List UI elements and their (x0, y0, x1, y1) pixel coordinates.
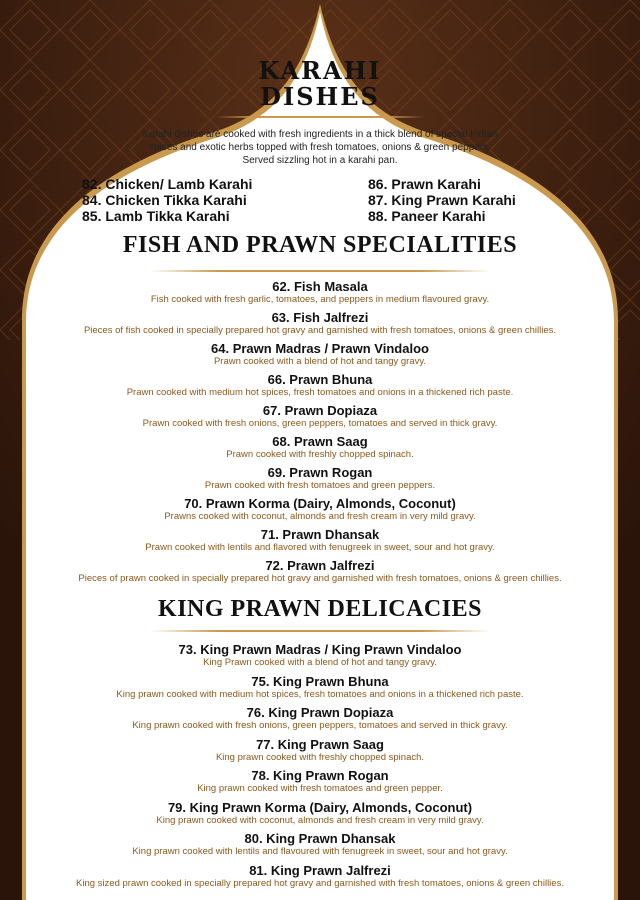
dish-name: 66. Prawn Bhuna (267, 372, 373, 387)
karahi-item: 87. King Prawn Karahi (368, 192, 516, 208)
menu-item (0, 558, 640, 589)
dish-name: 77. King Prawn Saag (256, 736, 384, 752)
dish-description: Pieces of prawn cooked in specially prepared hot gravy and garnished with fresh tomatoes, onions & green chillies. (78, 573, 562, 584)
dish-description: Pieces of fish cooked in specially prepared hot gravy and garnished with fresh tomatoes, onions & green chillies. (83, 325, 557, 336)
fish-prawn-list (0, 279, 640, 589)
karahi-left-list (82, 176, 322, 224)
menu-item (0, 768, 640, 800)
king-prawn-section-title: KING PRAWN DELICACIES (158, 596, 482, 622)
dish-name: 64. Prawn Madras / Prawn Vindaloo (211, 341, 429, 356)
menu-item (0, 341, 640, 372)
dish-description: Prawn cooked with fresh onions, green peppers, tomatoes and served in thick gravy. (142, 418, 498, 429)
dish-description: King Prawn cooked with a blend of hot and tangy gravy. (203, 657, 437, 668)
dish-description: King prawn cooked with medium hot spices, fresh tomatoes and onions in a thickened rich paste. (116, 688, 524, 700)
menu-item (0, 800, 640, 832)
menu-item (0, 527, 640, 558)
dish-name: 75. King Prawn Bhuna (251, 673, 389, 689)
karahi-title-line1: KARAHI (258, 56, 382, 85)
karahi-item: 88. Paneer Karahi (368, 208, 486, 224)
menu-item (0, 674, 640, 706)
menu-item (0, 642, 640, 674)
karahi-title-line2: DISHES (260, 82, 380, 111)
menu-item (0, 279, 640, 310)
dish-name: 63. Fish Jalfrezi (271, 310, 369, 325)
dish-name: 67. Prawn Dopiaza (262, 403, 378, 418)
dish-description: Prawn cooked with a blend of hot and tangy gravy. (213, 356, 427, 367)
dish-description: Prawn cooked with fresh tomatoes and green peppers. (204, 480, 436, 491)
fish-prawn-section-title: FISH AND PRAWN SPECIALITIES (122, 232, 518, 258)
menu-item (0, 403, 640, 434)
king-prawn-list (0, 642, 640, 894)
dish-name: 78. King Prawn Rogan (251, 768, 389, 783)
menu-item (0, 310, 640, 341)
menu-item (0, 496, 640, 527)
karahi-item: 85. Lamb Tikka Karahi (82, 208, 230, 224)
dish-name: 80. King Prawn Dhansak (244, 831, 396, 846)
karahi-item: 84. Chicken Tikka Karahi (82, 192, 247, 208)
fish-prawn-rule (150, 270, 490, 272)
king-prawn-rule (150, 630, 490, 632)
menu-item (0, 705, 640, 737)
karahi-item: 82. Chicken/ Lamb Karahi (82, 176, 253, 192)
dish-description: King prawn cooked with freshly chopped spinach. (215, 751, 425, 763)
dish-description: Prawn cooked with medium hot spices, fresh tomatoes and onions in a thickened rich paste. (126, 387, 514, 398)
menu-item (0, 737, 640, 769)
dish-description: King prawn cooked with lentils and flavoured with fenugreek in sweet, sour and hot gravy. (132, 846, 508, 857)
dish-description: Prawn cooked with lentils and flavored with fenugreek in sweet, sour and hot gravy. (145, 542, 495, 553)
dish-name: 73. King Prawn Madras / King Prawn Vindaloo (178, 642, 462, 657)
menu-item (0, 465, 640, 496)
dish-description: King sized prawn cooked in specially prepared hot gravy and garnished with fresh tomatoes, onions & green chillies. (76, 877, 564, 889)
dish-name: 70. Prawn Korma (Dairy, Almonds, Coconut) (184, 496, 456, 511)
dish-name: 81. King Prawn Jalfrezi (249, 862, 391, 878)
karahi-intro: Karahi dishes are cooked with fresh ingredients in a thick blend of special Indian spices and exotic herbs topped with fresh tomatoes, onions & green peppers. Served sizzling hot in a karahi pan. (142, 129, 498, 166)
dish-name: 79. King Prawn Korma (Dairy, Almonds, Coconut) (167, 799, 473, 815)
dish-name: 76. King Prawn Dopiaza (246, 705, 394, 720)
menu-item (0, 434, 640, 465)
dish-name: 68. Prawn Saag (272, 434, 368, 449)
menu-item (0, 372, 640, 403)
dish-name: 72. Prawn Jalfrezi (265, 558, 375, 573)
dish-name: 62. Fish Masala (272, 279, 368, 294)
dish-description: King prawn cooked with fresh tomatoes and green pepper. (197, 783, 443, 794)
dish-name: 71. Prawn Dhansak (260, 527, 380, 542)
karahi-title-rule (215, 116, 425, 118)
dish-description: King prawn cooked with coconut, almonds and fresh cream in very mild gravy. (156, 814, 484, 826)
menu-item (0, 831, 640, 863)
dish-description: Prawn cooked with freshly chopped spinach. (226, 449, 414, 460)
dish-description: Fish cooked with fresh garlic, tomatoes, and peppers in medium flavoured gravy. (150, 294, 490, 305)
karahi-right-list (368, 176, 588, 224)
dish-description: King prawn cooked with fresh onions, green peppers, tomatoes and served in thick gravy. (132, 720, 508, 731)
dish-description: Prawns cooked with coconut, almonds and fresh cream in very mild gravy. (164, 511, 476, 522)
karahi-item: 86. Prawn Karahi (368, 176, 481, 192)
menu-item (0, 863, 640, 895)
dish-name: 69. Prawn Rogan (267, 465, 373, 480)
